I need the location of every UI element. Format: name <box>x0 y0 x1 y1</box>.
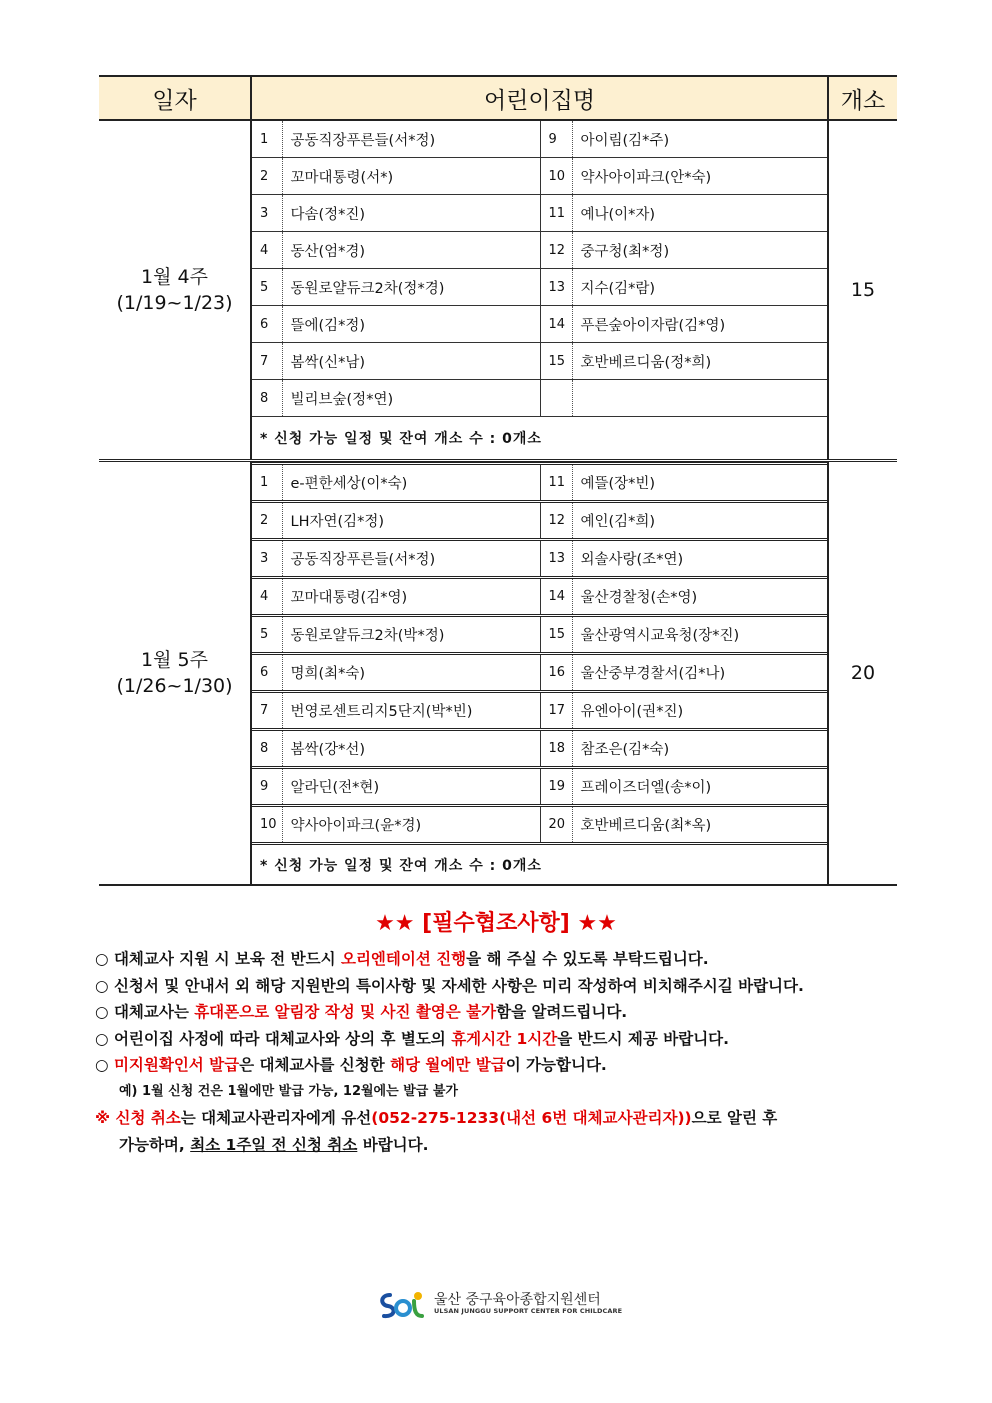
cancel-notice <box>95 1105 900 1132</box>
daycare-name: 명희(최*숙) <box>282 654 540 692</box>
item-number: 10 <box>252 806 282 844</box>
item-number: 14 <box>540 578 572 616</box>
item-number: 7 <box>252 343 282 380</box>
daycare-row <box>252 654 827 692</box>
notice-text: 대체교사 지원 시 보육 전 반드시 <box>113 950 341 968</box>
notice-highlight: 미지원확인서 발급 <box>113 1056 240 1074</box>
item-number: 4 <box>252 578 282 616</box>
item-number: 6 <box>252 306 282 343</box>
center-name-en: ULSAN JUNGGU SUPPORT CENTER FOR CHILDCARE <box>434 1307 623 1315</box>
daycare-row <box>252 806 827 844</box>
daycare-list <box>252 462 827 884</box>
item-number: 2 <box>252 158 282 195</box>
daycare-name: 유엔아이(권*진) <box>572 692 827 730</box>
daycare-row <box>252 380 827 417</box>
daycare-name: 번영로센트리지5단지(박*빈) <box>282 692 540 730</box>
notice-highlight: 오리엔테이션 진행 <box>340 950 467 968</box>
item-number: 11 <box>540 464 572 502</box>
notice-item <box>95 999 900 1026</box>
daycare-row <box>252 616 827 654</box>
daycare-name: 약사아이파크(안*숙) <box>572 158 827 195</box>
daycare-name: 울산중부경찰서(김*나) <box>572 654 827 692</box>
week-range: (1/19~1/23) <box>116 292 233 314</box>
center-name-kr: 울산 중구육아종합지원센터 <box>434 1292 601 1308</box>
daycare-name: 공동직장푸른들(서*정) <box>282 121 540 158</box>
daycare-name: 예나(이*자) <box>572 195 827 232</box>
daycare-name: 지수(김*람) <box>572 269 827 306</box>
item-number: 5 <box>252 616 282 654</box>
notice-text: 함을 알려드립니다. <box>496 1003 628 1021</box>
bullet-icon: ○ <box>95 950 109 968</box>
item-number: 3 <box>252 195 282 232</box>
notice-highlight: (052-275-1233(내선 6번 대체교사관리자)) <box>371 1109 692 1127</box>
week-date: 1월 5주 <box>141 649 208 671</box>
cancel-notice-cont <box>95 1132 900 1159</box>
item-number: 16 <box>540 654 572 692</box>
daycare-row <box>252 578 827 616</box>
notice-title: ★★ [필수협조사항] ★★ <box>375 911 617 936</box>
footer-logo-block <box>376 1287 636 1323</box>
notice-underline: 최소 1주일 전 신청 취소 <box>190 1135 358 1154</box>
notice-highlight: 신청 취소 <box>115 1109 181 1127</box>
week-date-cell <box>99 120 251 461</box>
item-number: 15 <box>540 616 572 654</box>
bullet-icon: ○ <box>95 1056 109 1074</box>
daycare-name: LH자연(김*정) <box>282 502 540 540</box>
notice-highlight: 휴게시간 1시간 <box>451 1029 558 1048</box>
note-row <box>252 417 827 460</box>
notice-example: 예) 1월 신청 건은 1월에만 발급 가능, 12월에는 발급 불가 <box>119 1083 458 1099</box>
item-number: 14 <box>540 306 572 343</box>
daycare-row <box>252 464 827 502</box>
notice-text: 가능하며, <box>119 1135 191 1154</box>
item-number: 20 <box>540 806 572 844</box>
notice-list <box>95 946 900 1158</box>
notice-text: 신청서 및 안내서 외 해당 지원반의 특이사항 및 자세한 사항은 미리 작성하여 비치해주시길 바랍니다. <box>113 976 804 995</box>
daycare-name: 울산광역시교육청(장*진) <box>572 616 827 654</box>
daycare-name: 꼬마대통령(서*) <box>282 158 540 195</box>
header-count: 개소 <box>828 76 897 120</box>
daycare-name: 중구청(최*정) <box>572 232 827 269</box>
week-row-1 <box>99 120 897 461</box>
daycare-row <box>252 269 827 306</box>
daycare-name: 뜰에(김*정) <box>282 306 540 343</box>
availability-note: * 신청 가능 일정 및 잔여 개소 수 : 0개소 <box>252 844 827 885</box>
daycare-name: 외솔사랑(조*연) <box>572 540 827 578</box>
notice-item <box>95 946 900 973</box>
item-number: 7 <box>252 692 282 730</box>
item-number: 9 <box>252 768 282 806</box>
notice-text: 을 해 주실 수 있도록 부탁드립니다. <box>466 950 709 968</box>
daycare-name <box>572 380 827 417</box>
daycare-name: 알라딘(전*현) <box>282 768 540 806</box>
week-list-cell <box>251 120 828 461</box>
notice-text: 을 반드시 제공 바랍니다. <box>557 1029 730 1048</box>
note-row <box>252 844 827 885</box>
item-number: 15 <box>540 343 572 380</box>
daycare-row <box>252 768 827 806</box>
daycare-row <box>252 692 827 730</box>
daycare-row <box>252 195 827 232</box>
week-range: (1/26~1/30) <box>116 675 233 697</box>
center-logo-icon <box>376 1289 428 1321</box>
notice-text: 은 대체교사를 신청한 <box>239 1056 391 1074</box>
daycare-name: 동원로얄듀크2차(박*정) <box>282 616 540 654</box>
item-number: 1 <box>252 464 282 502</box>
item-number: 4 <box>252 232 282 269</box>
week-list-cell <box>251 461 828 886</box>
header-date: 일자 <box>99 76 251 120</box>
daycare-name: 예뜰(장*빈) <box>572 464 827 502</box>
item-number: 8 <box>252 730 282 768</box>
daycare-row <box>252 232 827 269</box>
item-number: 8 <box>252 380 282 417</box>
item-number: 9 <box>540 121 572 158</box>
daycare-name: 울산경찰청(손*영) <box>572 578 827 616</box>
week-date-cell <box>99 461 251 886</box>
notice-item <box>95 1026 900 1053</box>
notice-item <box>95 1052 900 1079</box>
daycare-name: 푸른숲아이자람(김*영) <box>572 306 827 343</box>
bullet-icon: ○ <box>95 976 109 995</box>
daycare-name: 다솜(정*진) <box>282 195 540 232</box>
daycare-row <box>252 502 827 540</box>
reference-mark-icon: ※ <box>95 1109 111 1127</box>
daycare-name: 동산(엄*경) <box>282 232 540 269</box>
daycare-name: 꼬마대통령(김*영) <box>282 578 540 616</box>
daycare-name: 공동직장푸른들(서*정) <box>282 540 540 578</box>
notice-text: 는 대체교사관리자에게 유선 <box>180 1109 372 1127</box>
week-date: 1월 4주 <box>141 266 208 288</box>
daycare-row <box>252 158 827 195</box>
notice-text: 으로 알린 후 <box>691 1109 778 1127</box>
week-count: 20 <box>828 461 897 886</box>
notice-text: 바랍니다. <box>357 1135 429 1154</box>
week-row-2 <box>99 461 897 886</box>
item-number: 2 <box>252 502 282 540</box>
notice-text: 대체교사는 <box>113 1003 195 1021</box>
daycare-name: 예인(김*희) <box>572 502 827 540</box>
daycare-name: 봄싹(강*선) <box>282 730 540 768</box>
notice-highlight: 휴대폰으로 알림장 작성 및 사진 촬영은 불가 <box>194 1003 497 1021</box>
notice-highlight: 해당 월에만 발급 <box>390 1056 506 1074</box>
daycare-row <box>252 540 827 578</box>
daycare-name: 프레이즈더엘(송*이) <box>572 768 827 806</box>
daycare-name: e-편한세상(이*숙) <box>282 464 540 502</box>
header-name: 어린이집명 <box>251 76 828 120</box>
item-number: 5 <box>252 269 282 306</box>
notice-text: 이 가능합니다. <box>505 1056 607 1074</box>
daycare-name: 호반베르디움(최*옥) <box>572 806 827 844</box>
week-count: 15 <box>828 120 897 461</box>
item-number: 12 <box>540 232 572 269</box>
bullet-icon: ○ <box>95 1029 109 1048</box>
daycare-row <box>252 730 827 768</box>
item-number: 19 <box>540 768 572 806</box>
item-number: 6 <box>252 654 282 692</box>
item-number: 11 <box>540 195 572 232</box>
notice-text: 어린이집 사정에 따라 대체교사와 상의 후 별도의 <box>113 1029 452 1048</box>
item-number: 13 <box>540 540 572 578</box>
daycare-name: 동원로얄듀크2차(정*경) <box>282 269 540 306</box>
daycare-name: 봄싹(신*남) <box>282 343 540 380</box>
daycare-row <box>252 343 827 380</box>
item-number: 18 <box>540 730 572 768</box>
daycare-row <box>252 121 827 158</box>
daycare-row <box>252 306 827 343</box>
item-number: 3 <box>252 540 282 578</box>
item-number: 17 <box>540 692 572 730</box>
daycare-list <box>252 121 827 459</box>
daycare-name: 약사아이파크(윤*경) <box>282 806 540 844</box>
daycare-name: 호반베르디움(정*희) <box>572 343 827 380</box>
item-number: 1 <box>252 121 282 158</box>
daycare-name: 참조은(김*숙) <box>572 730 827 768</box>
item-number: 12 <box>540 502 572 540</box>
item-number: 10 <box>540 158 572 195</box>
daycare-name: 빌리브숲(정*연) <box>282 380 540 417</box>
bullet-icon: ○ <box>95 1003 109 1021</box>
availability-note: * 신청 가능 일정 및 잔여 개소 수 : 0개소 <box>260 431 542 447</box>
daycare-name: 아이림(김*주) <box>572 121 827 158</box>
item-number <box>540 380 572 417</box>
schedule-table <box>99 75 897 886</box>
notice-item <box>95 973 900 1000</box>
item-number: 13 <box>540 269 572 306</box>
